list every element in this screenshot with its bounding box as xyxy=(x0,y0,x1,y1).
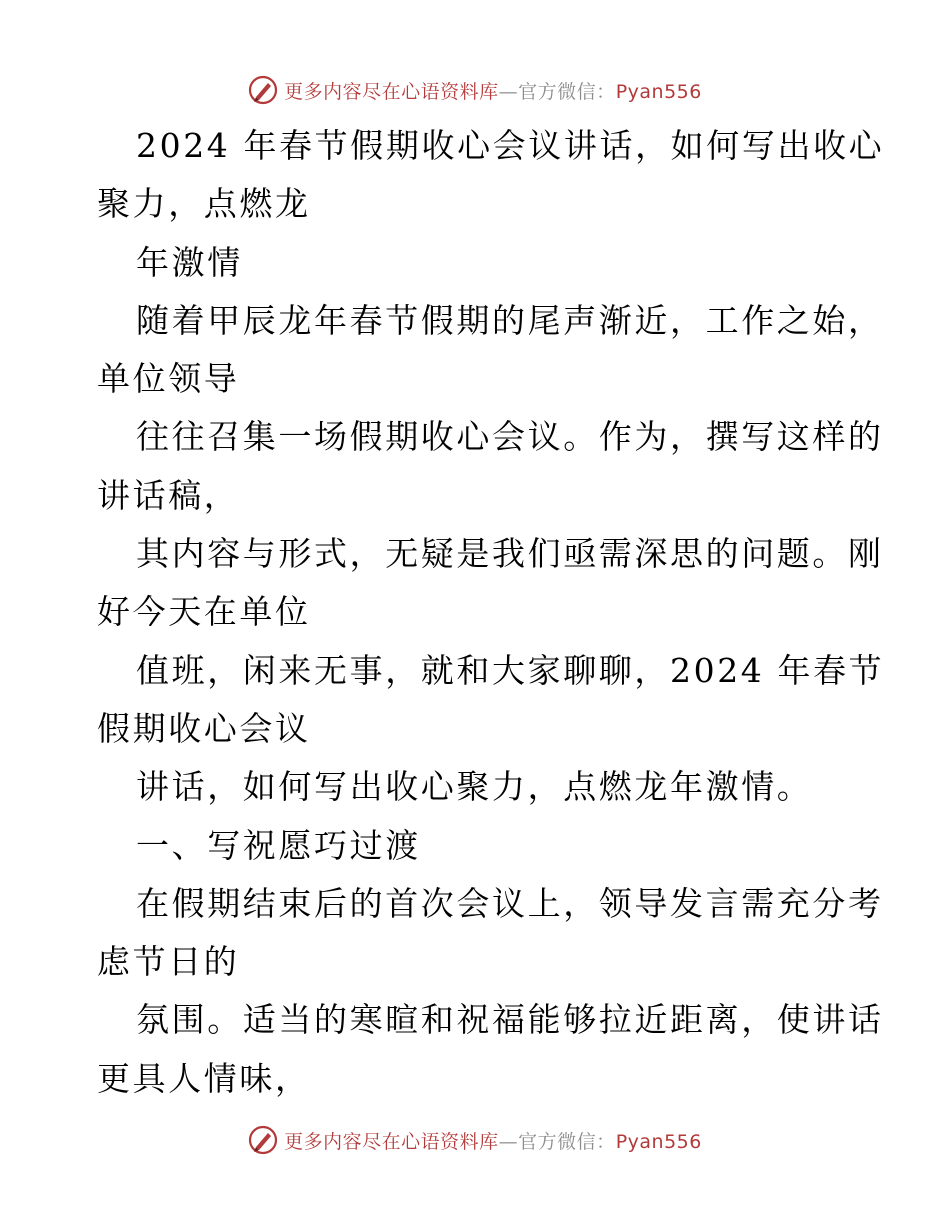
banner-contact-id: Pyan556 xyxy=(615,1130,702,1153)
pen-logo-icon xyxy=(248,75,278,105)
banner-brand-text: 更多内容尽在心语资料库 xyxy=(284,80,499,103)
banner-contact-id: Pyan556 xyxy=(615,80,702,103)
doc-line: 聚力，点燃龙 xyxy=(97,184,311,224)
header-banner xyxy=(0,72,950,108)
doc-line: 值班，闲来无事，就和大家聊聊，2024 年春节 xyxy=(136,650,885,690)
doc-line: 年激情 xyxy=(136,242,243,282)
footer-banner xyxy=(0,1122,950,1158)
document-body xyxy=(97,117,885,1108)
doc-line: 讲话，如何写出收心聚力，点燃龙年激情。 xyxy=(136,767,813,807)
doc-line: 虑节日的 xyxy=(97,942,240,982)
doc-line: 假期收心会议 xyxy=(97,708,311,748)
banner-brand-text: 更多内容尽在心语资料库 xyxy=(284,1130,499,1153)
banner-contact-label: 官方微信： xyxy=(518,1130,616,1153)
banner-separator: — xyxy=(498,1130,519,1153)
doc-line: 其内容与形式，无疑是我们亟需深思的问题。刚 xyxy=(136,534,884,574)
doc-line: 2024 年春节假期收心会议讲话，如何写出收心 xyxy=(136,126,885,165)
doc-line: 氛围。适当的寒暄和祝福能够拉近距离，使讲话 xyxy=(136,1000,884,1040)
pen-logo-icon xyxy=(248,1125,278,1155)
doc-line: 讲话稿， xyxy=(97,475,240,515)
doc-line: 更具人情味， xyxy=(97,1058,311,1098)
doc-line: 一、写祝愿巧过渡 xyxy=(136,825,421,865)
doc-line: 往往召集一场假期收心会议。作为，撰写这样的 xyxy=(136,417,884,457)
doc-line: 单位领导 xyxy=(97,359,240,399)
banner-contact-label: 官方微信： xyxy=(518,80,616,103)
doc-line: 好今天在单位 xyxy=(97,592,311,632)
banner-separator: — xyxy=(498,80,519,103)
doc-line: 随着甲辰龙年春节假期的尾声渐近，工作之始， xyxy=(136,300,884,340)
doc-line: 在假期结束后的首次会议上，领导发言需充分考 xyxy=(136,883,884,923)
